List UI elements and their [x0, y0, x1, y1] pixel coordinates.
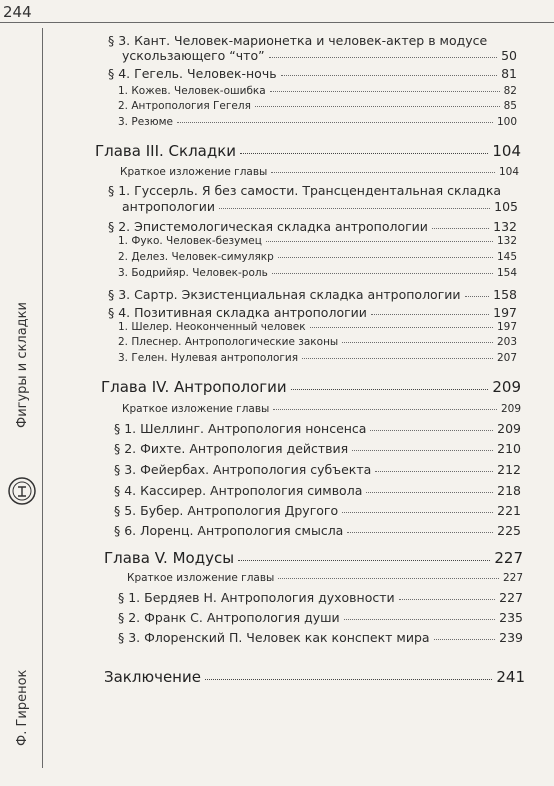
toc-page-number: 145	[496, 251, 517, 263]
toc-entry	[118, 590, 523, 605]
toc-entry	[118, 100, 517, 112]
toc-entry	[114, 483, 521, 498]
dot-leader	[370, 430, 493, 431]
toc-chapter-title: Глава IV. Антропологии	[101, 378, 287, 396]
toc-entry	[114, 421, 521, 436]
running-head-author: Ф. Гиренок	[15, 669, 30, 746]
dot-leader	[375, 471, 493, 472]
toc-entry-label: Краткое изложение главы	[122, 403, 270, 415]
dot-leader	[271, 172, 495, 173]
dot-leader	[399, 599, 495, 600]
toc-entry-label: § 4. Кассирер. Антропология символа	[114, 483, 363, 498]
dot-leader	[366, 492, 493, 493]
dot-leader	[344, 619, 495, 620]
dot-leader	[371, 314, 489, 315]
toc-entry	[118, 352, 517, 364]
dot-leader	[273, 409, 497, 410]
toc-page-number: 209	[492, 378, 521, 396]
toc-page-number: 132	[493, 219, 517, 234]
toc-page-number: 235	[499, 610, 523, 625]
toc-entry	[127, 572, 523, 584]
toc-page-number: 104	[498, 166, 519, 178]
dot-leader	[219, 208, 490, 209]
toc-entry-label: 1. Фуко. Человек-безумец	[118, 235, 262, 247]
toc-page-number: 209	[500, 403, 521, 415]
toc-entry-label: § 1. Бердяев Н. Антропология духовности	[118, 590, 395, 605]
toc-entry	[114, 523, 521, 538]
dot-leader	[291, 389, 489, 390]
toc-entry	[122, 48, 517, 63]
page-number: 244	[3, 3, 32, 21]
toc-page-number: 203	[496, 336, 517, 348]
toc-entry-label: § 2. Фихте. Антропология действия	[114, 441, 349, 456]
toc-chapter	[104, 549, 523, 567]
dot-leader	[205, 679, 492, 680]
toc-page-number: 82	[503, 85, 517, 97]
toc-entry	[118, 630, 523, 645]
toc-entry	[118, 235, 517, 247]
toc-entry-label: 1. Шелер. Неоконченный человек	[118, 321, 306, 333]
toc-page-number: 197	[496, 321, 517, 333]
toc-entry	[120, 166, 519, 178]
toc-entry-label: § 4. Гегель. Человек-ночь	[108, 66, 277, 81]
toc-entry	[118, 85, 517, 97]
toc-page-number: 239	[499, 630, 523, 645]
toc-entry-label: Краткое изложение главы	[120, 166, 268, 178]
toc-page-number: 221	[497, 503, 521, 518]
toc-page-number: 85	[503, 100, 517, 112]
toc-entry-label: ускользающего “что”	[122, 48, 265, 63]
toc-chapter-title: Глава III. Складки	[95, 142, 237, 160]
toc-page-number: 154	[496, 267, 517, 279]
toc-entry-label: § 2. Франк С. Антропология души	[118, 610, 340, 625]
dot-leader	[434, 639, 496, 640]
toc-entry	[122, 403, 521, 415]
dot-leader	[272, 273, 493, 274]
toc-entry-label: 2. Антропология Гегеля	[118, 100, 251, 112]
dot-leader	[302, 358, 493, 359]
dot-leader	[269, 57, 498, 58]
dot-leader	[240, 153, 488, 154]
toc-entry	[114, 462, 521, 477]
dot-leader	[278, 257, 493, 258]
toc-entry-label: 3. Гелен. Нулевая антропология	[118, 352, 299, 364]
toc-page-number: 227	[502, 572, 523, 584]
toc-page-number: 212	[497, 462, 521, 477]
toc-entry-label: 2. Плеснер. Антропологические законы	[118, 336, 339, 348]
toc-page-number: 241	[496, 668, 525, 686]
dot-leader	[310, 327, 493, 328]
toc-page-number: 197	[493, 305, 517, 320]
running-head-title: Фигуры и складки	[15, 302, 30, 428]
toc-entry	[108, 219, 517, 234]
toc-page-number: 158	[493, 287, 517, 302]
toc-entry	[118, 116, 517, 128]
toc-entry-label: 3. Резюме	[118, 116, 173, 128]
toc-page-number: 104	[492, 142, 521, 160]
toc-entry-label: антропологии	[122, 199, 215, 214]
toc-chapter-title: Заключение	[104, 668, 201, 686]
dot-leader	[342, 342, 493, 343]
toc-entry-label: § 2. Эпистемологическая складка антропологии	[108, 219, 428, 234]
toc-entry-label: Краткое изложение главы	[127, 572, 275, 584]
toc-entry	[114, 441, 521, 456]
dot-leader	[238, 560, 490, 561]
toc-chapter	[101, 378, 521, 396]
dot-leader	[270, 91, 500, 92]
toc-entry	[118, 610, 523, 625]
dot-leader	[347, 532, 493, 533]
dot-leader	[352, 450, 493, 451]
toc-entry	[114, 503, 521, 518]
toc-entry-label: § 6. Лоренц. Антропология смысла	[114, 523, 344, 538]
toc-page-number: 210	[497, 441, 521, 456]
toc-page-number: 225	[497, 523, 521, 538]
toc-page-number: 207	[496, 352, 517, 364]
toc-entry-label: § 3. Кант. Человек-марионетка и человек-актер в модусе	[108, 33, 488, 48]
toc-page-number: 218	[497, 483, 521, 498]
toc-page-number: 227	[499, 590, 523, 605]
toc-entry-label: 2. Делез. Человек-симулякр	[118, 251, 274, 263]
dot-leader	[342, 512, 493, 513]
toc-entry	[118, 267, 517, 279]
toc-entry	[108, 66, 517, 81]
toc-entry-label: § 1. Шеллинг. Антропология нонсенса	[114, 421, 367, 436]
toc-page-number: 209	[497, 421, 521, 436]
toc-page-number: 132	[496, 235, 517, 247]
toc-chapter	[104, 668, 525, 686]
dot-leader	[177, 122, 493, 123]
toc-chapter-title: Глава V. Модусы	[104, 549, 235, 567]
dot-leader	[266, 241, 493, 242]
toc-entry	[108, 305, 517, 320]
dot-leader	[255, 106, 500, 107]
toc-entry	[118, 251, 517, 263]
toc-entry-label: § 1. Гуссерль. Я без самости. Трансцендентальная складка	[108, 183, 502, 198]
toc-entry-label: § 3. Флоренский П. Человек как конспект мира	[118, 630, 430, 645]
toc-entry-label: § 5. Бубер. Антропология Другого	[114, 503, 339, 518]
toc-entry-label: § 4. Позитивная складка антропологии	[108, 305, 367, 320]
toc-entry	[122, 199, 518, 214]
dot-leader	[432, 228, 489, 229]
toc-chapter	[95, 142, 521, 160]
dot-leader	[465, 296, 490, 297]
toc-page-number: 100	[496, 116, 517, 128]
toc-entry-label: § 3. Сартр. Экзистенциальная складка антропологии	[108, 287, 461, 302]
toc-page-number: 50	[501, 48, 517, 63]
dot-leader	[278, 578, 499, 579]
toc-entry-label: 1. Кожев. Человек-ошибка	[118, 85, 266, 97]
toc-page-number: 227	[494, 549, 523, 567]
toc-page-number: 105	[494, 199, 518, 214]
dot-leader	[281, 75, 498, 76]
toc-entry	[118, 321, 517, 333]
toc-entry-label: § 3. Фейербах. Антропология субъекта	[114, 462, 372, 477]
toc-entry	[108, 287, 517, 302]
toc-entry-label: 3. Бодрийяр. Человек-роль	[118, 267, 268, 279]
toc-page-number: 81	[501, 66, 517, 81]
toc-entry	[118, 336, 517, 348]
